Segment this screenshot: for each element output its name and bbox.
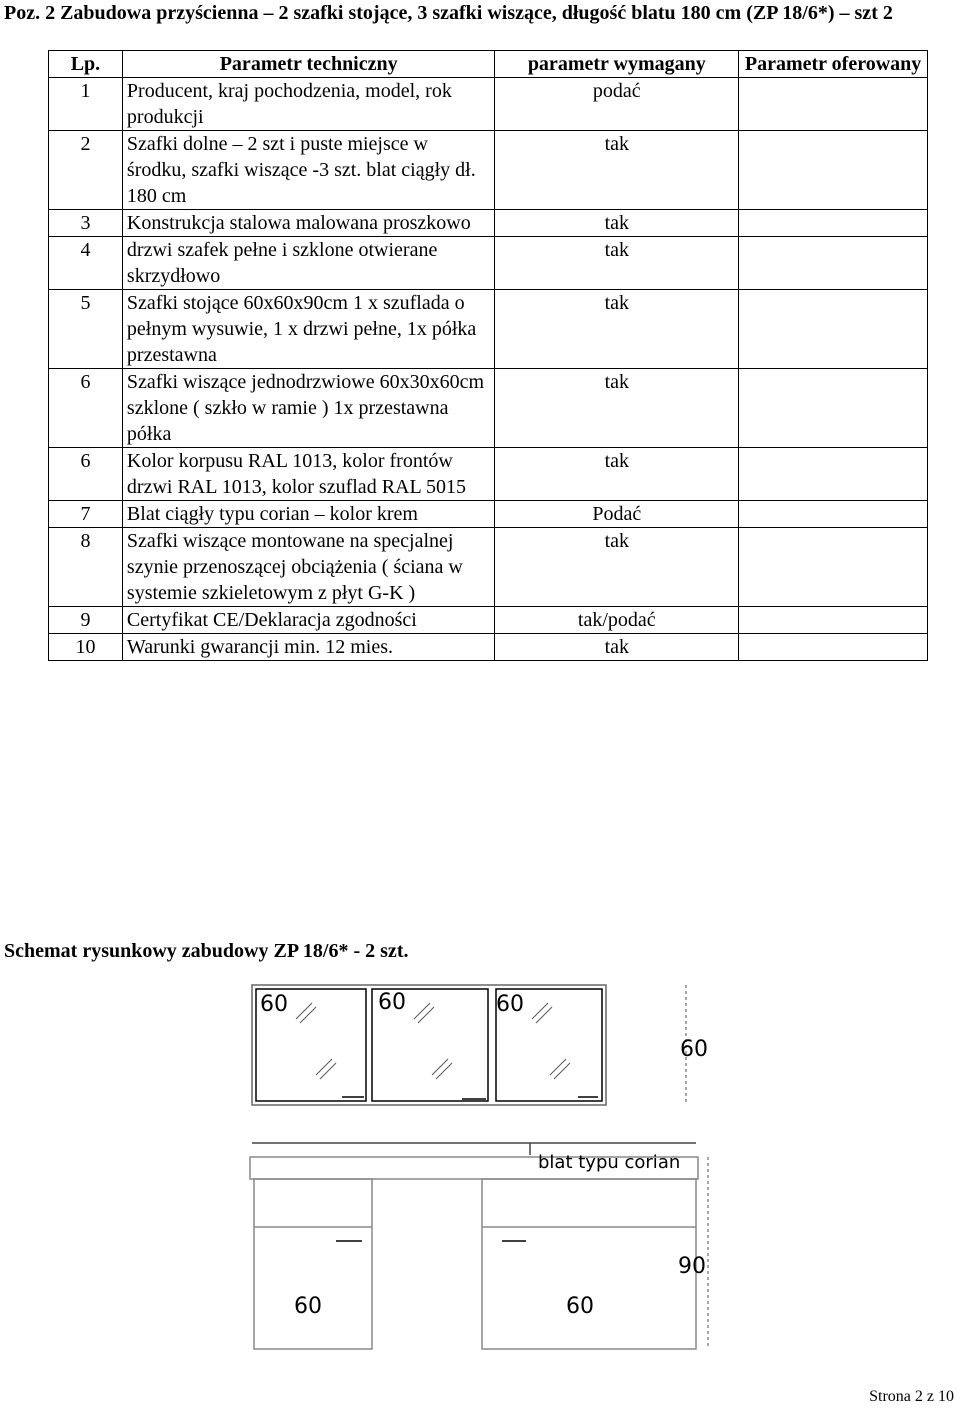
row-number: 6 <box>49 369 123 448</box>
header-lp: Lp. <box>49 51 123 78</box>
upper-width-label-1: 60 <box>260 992 288 1017</box>
table-row <box>49 210 928 237</box>
upper-cabinet-frame <box>252 985 606 1105</box>
row-parameter: Producent, kraj pochodzenia, model, rok produkcji <box>122 78 495 131</box>
table-row <box>49 501 928 528</box>
row-parameter: Warunki gwarancji min. 12 mies. <box>122 634 495 661</box>
row-number: 9 <box>49 607 123 634</box>
row-required: tak <box>495 528 739 607</box>
row-number: 10 <box>49 634 123 661</box>
row-number: 3 <box>49 210 123 237</box>
row-offered <box>739 210 928 237</box>
row-required: tak <box>495 369 739 448</box>
footer-page: 2 <box>914 1388 923 1405</box>
countertop-label: blat typu corian <box>538 1152 681 1173</box>
lower-width-label-1: 60 <box>294 1294 322 1319</box>
row-offered <box>739 528 928 607</box>
table-row <box>49 528 928 607</box>
footer-total: 10 <box>938 1388 954 1405</box>
row-offered <box>739 237 928 290</box>
table-row <box>49 369 928 448</box>
lower-cabinet-2 <box>482 1179 696 1349</box>
row-offered <box>739 607 928 634</box>
upper-height-label: 60 <box>680 1037 708 1062</box>
row-number: 8 <box>49 528 123 607</box>
row-offered <box>739 131 928 210</box>
lower-width-label-2: 60 <box>566 1294 594 1319</box>
section-title: Poz. 2 Zabudowa przyścienna – 2 szafki stojące, 3 szafki wiszące, długość blatu 180 cm (ZP 18/6*) – szt 2 <box>4 2 893 24</box>
table-body <box>49 78 928 661</box>
row-parameter: drzwi szafek pełne i szklone otwierane skrzydłowo <box>122 237 495 290</box>
header-offered: Parametr oferowany <box>739 51 928 78</box>
table-row <box>49 131 928 210</box>
row-number: 5 <box>49 290 123 369</box>
row-parameter: Certyfikat CE/Deklaracja zgodności <box>122 607 495 634</box>
cabinet-drawing <box>0 975 960 1355</box>
row-offered <box>739 448 928 501</box>
table-row <box>49 634 928 661</box>
row-offered <box>739 369 928 448</box>
row-parameter: Szafki dolne – 2 szt i puste miejsce w środku, szafki wiszące -3 szt. blat ciągły dł. 180 cm <box>122 131 495 210</box>
row-number: 2 <box>49 131 123 210</box>
schema-title: Schemat rysunkowy zabudowy ZP 18/6* - 2 szt. <box>4 940 409 962</box>
lower-cabinet-1 <box>254 1179 372 1349</box>
row-number: 6 <box>49 448 123 501</box>
page-footer <box>869 1388 954 1406</box>
row-required: tak <box>495 634 739 661</box>
table-row <box>49 607 928 634</box>
upper-width-label-3: 60 <box>496 992 524 1017</box>
table-header-row <box>49 51 928 78</box>
row-parameter: Konstrukcja stalowa malowana proszkowo <box>122 210 495 237</box>
row-number: 4 <box>49 237 123 290</box>
row-parameter: Blat ciągły typu corian – kolor krem <box>122 501 495 528</box>
row-number: 1 <box>49 78 123 131</box>
row-offered <box>739 634 928 661</box>
row-parameter: Szafki wiszące jednodrzwiowe 60x30x60cm szklone ( szkło w ramie ) 1x przestawna półka <box>122 369 495 448</box>
footer-prefix: Strona <box>869 1388 915 1405</box>
upper-width-label-2: 60 <box>378 990 406 1015</box>
row-required: tak/podać <box>495 607 739 634</box>
table-row <box>49 237 928 290</box>
table-row <box>49 290 928 369</box>
row-offered <box>739 501 928 528</box>
row-required: tak <box>495 448 739 501</box>
row-parameter: Szafki stojące 60x60x90cm 1 x szuflada o pełnym wysuwie, 1 x drzwi pełne, 1x półka przestawna <box>122 290 495 369</box>
row-required: Podać <box>495 501 739 528</box>
row-parameter: Szafki wiszące montowane na specjalnej szynie przenoszącej obciążenia ( ściana w systemie szkieletowym z płyt G-K ) <box>122 528 495 607</box>
row-required: tak <box>495 237 739 290</box>
spec-table <box>48 50 928 661</box>
row-parameter: Kolor korpusu RAL 1013, kolor frontów drzwi RAL 1013, kolor szuflad RAL 5015 <box>122 448 495 501</box>
header-parameter: Parametr techniczny <box>122 51 495 78</box>
lower-height-label: 90 <box>678 1254 706 1279</box>
row-required: podać <box>495 78 739 131</box>
table-row <box>49 448 928 501</box>
table-row <box>49 78 928 131</box>
footer-mid: z <box>922 1388 938 1405</box>
row-number: 7 <box>49 501 123 528</box>
header-required: parametr wymagany <box>495 51 739 78</box>
row-required: tak <box>495 210 739 237</box>
row-offered <box>739 290 928 369</box>
row-required: tak <box>495 290 739 369</box>
row-required: tak <box>495 131 739 210</box>
row-offered <box>739 78 928 131</box>
